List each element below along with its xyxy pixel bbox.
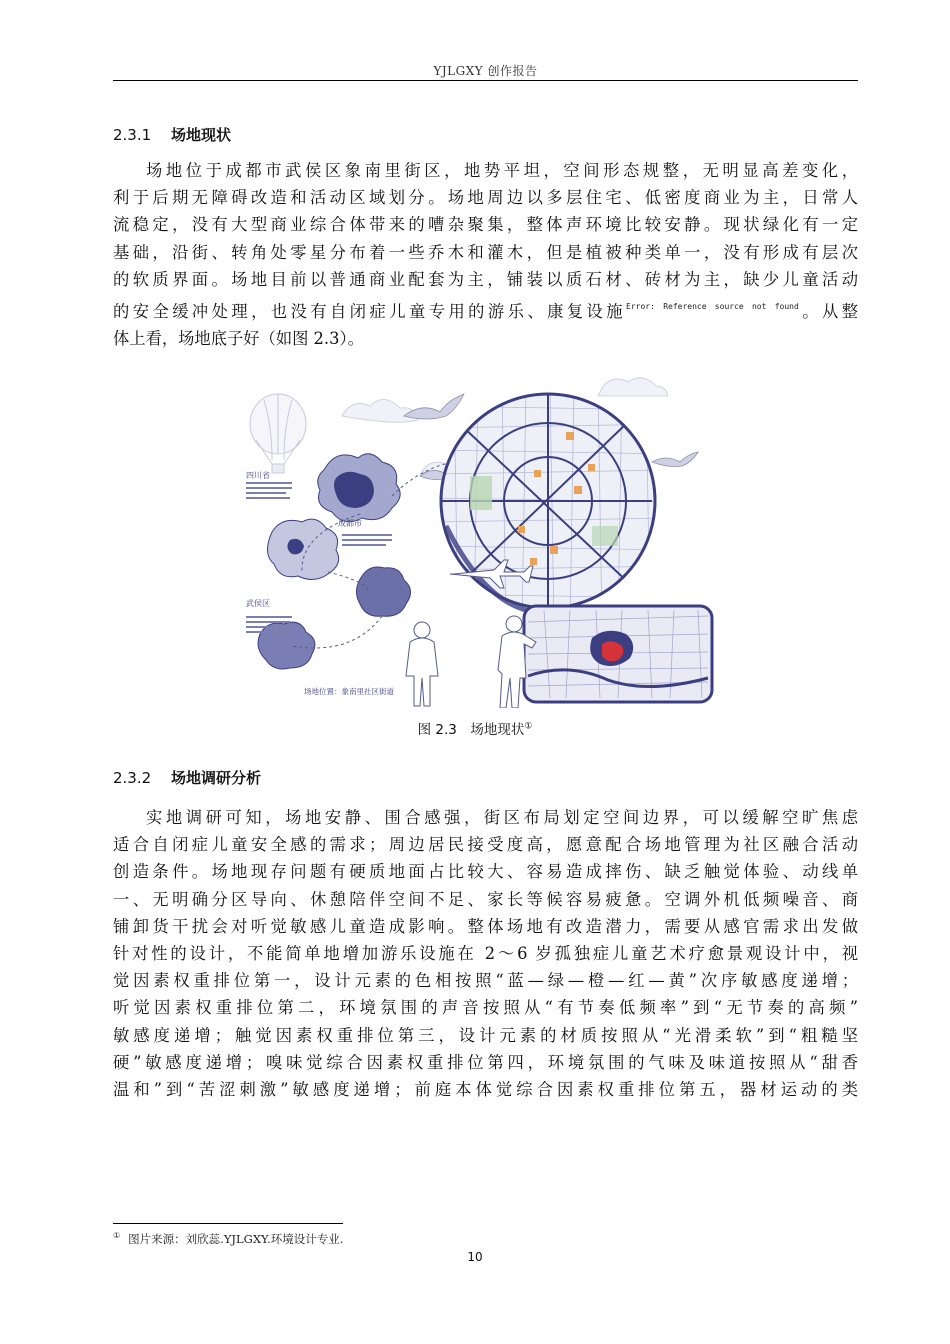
paragraph-site-status	[113, 157, 858, 352]
site-detail-map	[524, 606, 712, 702]
header-rule	[113, 80, 858, 81]
paragraph-line: 针对性的设计，不能简单地增加游乐设施在 2～6 岁孤独症儿童艺术疗愈景观设计中，视	[113, 944, 858, 964]
paragraph-line: 流稳定，没有大型商业综合体带来的嘈杂聚集，整体声环境比较安静。现状绿化有一定	[113, 215, 858, 235]
label-sichuan: 四川省	[246, 471, 270, 480]
section-number: 2.3.2	[113, 769, 152, 787]
caption-footnote-mark: ①	[524, 721, 533, 732]
paragraph-line: 实地调研可知，场地安静、围合感强，街区布局划定空间边界，可以缓解空旷焦虑	[146, 808, 858, 827]
footnote-mark: ①	[113, 1231, 121, 1241]
paragraph-line: 场地位于成都市武侯区象南里街区，地势平坦，空间形态规整，无明显高差变化，	[146, 161, 858, 180]
paragraph-line: 利于后期无障碍改造和活动区域划分。场地周边以多层住宅、低密度商业为主，日常人	[113, 188, 858, 208]
page-header: YJLGXY 创作报告	[433, 64, 538, 78]
section-number: 2.3.1	[113, 126, 152, 144]
paragraph-line-with-reference	[113, 293, 858, 325]
footnote-rule	[113, 1223, 343, 1224]
figure-site-status	[232, 376, 718, 708]
paragraph-line: 创造条件。场地现存问题有硬质地面占比较大、容易造成摔伤、缺乏触觉体验、动线单	[113, 862, 858, 882]
label-chengdu: 成都市	[338, 519, 362, 528]
paragraph-line: 温和”到“苦涩刺激”敏感度递增；前庭本体觉综合因素权重排位第五，器材运动的类	[113, 1080, 858, 1100]
paragraph-line: 体上看，场地底子好（如图 2.3）。	[113, 329, 364, 349]
paragraph-site-analysis	[113, 804, 858, 1103]
section-heading-2-3-2	[113, 767, 261, 788]
label-site-location: 场地位置：象南里社区街道	[304, 687, 394, 696]
figure-caption	[0, 718, 950, 738]
paragraph-line: 适合自闭症儿童安全感的需求；周边居民接受度高，愿意配合场地管理为社区融合活动	[113, 835, 858, 855]
section-title: 场地调研分析	[171, 769, 262, 787]
paragraph-line: 铺卸货干扰会对听觉敏感儿童造成影响。整体场地有改造潜力，需要从感官需求出发做	[113, 916, 858, 936]
label-wuhou: 武侯区	[246, 599, 270, 608]
paragraph-line: 硬”敏感度递增；嗅味觉综合因素权重排位第四，环境氛围的气味及味道按照从“甜香	[113, 1052, 858, 1072]
reference-error: Error: Reference source not found	[626, 302, 799, 312]
paragraph-line: 听觉因素权重排位第二，环境氛围的声音按照从“有节奏低频率”到“无节奏的高频”	[113, 998, 858, 1018]
paragraph-line: 觉因素权重排位第一，设计元素的色相按照“蓝—绿—橙—红—黄”次序敏感度递增；	[113, 971, 858, 991]
paragraph-line: 敏感度递增；触觉因素权重排位第三，设计元素的材质按照从“光滑柔软”到“粗糙坚	[113, 1025, 858, 1045]
section-title: 场地现状	[171, 126, 232, 144]
footnote	[113, 1231, 343, 1247]
section-heading-2-3-1	[113, 124, 231, 145]
paragraph-line: 一、无明确分区导向、休憩陪伴空间不足、家长等候容易疲惫。空调外机低频噪音、商	[113, 889, 858, 909]
caption-text: 图 2.3 场地现状	[417, 722, 525, 738]
paragraph-line: 基础，沿街、转角处零星分布着一些乔木和灌木，但是植被种类单一，没有形成有层次	[113, 242, 858, 262]
page-number: 10	[467, 1250, 483, 1264]
site-map-illustration	[232, 376, 718, 708]
line-text: 的安全缓冲处理，也没有自闭症儿童专用的游乐、康复设施	[113, 302, 627, 322]
footnote-text: 图片来源：刘欣蕊.YJLGXY.环境设计专业.	[128, 1232, 344, 1246]
line-text: 。从整	[798, 302, 858, 322]
paragraph-line: 的软质界面。场地目前以普通商业配套为主，铺装以质石材、砖材为主，缺少儿童活动	[113, 269, 858, 289]
